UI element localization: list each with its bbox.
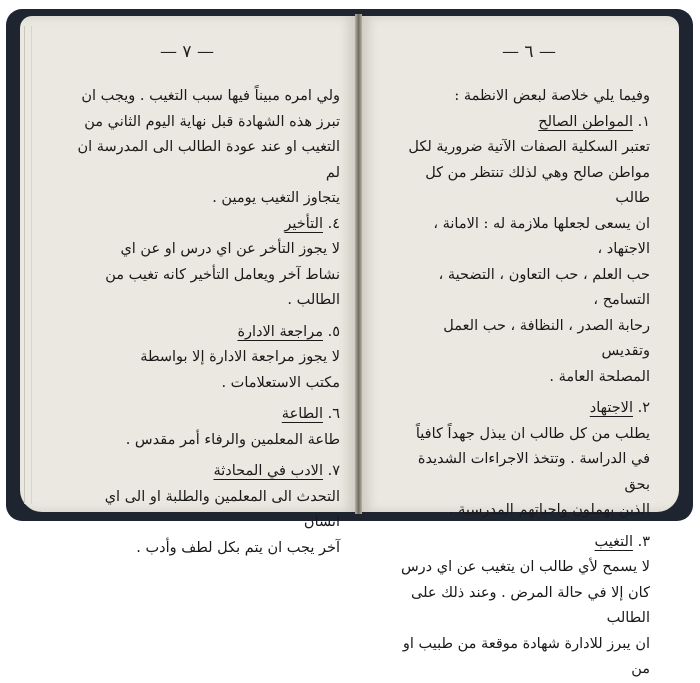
right-page-number: — ٦ — xyxy=(502,42,556,62)
intro-line: وفيما يلي خلاصة لبعض الانظمة : xyxy=(454,88,650,104)
section-heading xyxy=(392,396,650,422)
section-heading xyxy=(66,320,340,346)
text-line: لا يسمح لأي طالب ان يتغيب عن اي درس xyxy=(400,559,650,575)
text-line: حب العلم ، حب التعاون ، التضحية ، التسامح ، xyxy=(438,266,650,308)
section-number: ٧. xyxy=(327,463,340,479)
section-number: ٢. xyxy=(637,400,650,416)
text-line: لا يجوز مراجعة الادارة إلا بواسطة xyxy=(140,349,340,365)
text-line: مكتب الاستعلامات . xyxy=(221,374,340,391)
text-line: تعتبر السكلية الصفات الآتية ضرورية لكل xyxy=(408,139,650,155)
left-page-number: — ٧ — xyxy=(160,42,214,62)
section-title: المواطن الصالح xyxy=(538,113,633,130)
text-line: نشاط آخر ويعامل التأخير كانه تغيب من الطالب . xyxy=(105,266,340,308)
text-line: طاعة المعلمين والرفاء أمر مقدس . xyxy=(125,431,340,448)
text-line: المصلحة العامة . xyxy=(549,368,650,385)
text-line: الذين يهملون واجباتهم المدرسية . xyxy=(448,502,650,518)
section-heading xyxy=(392,110,650,136)
text-line: كان إلا في حالة المرض . وعند ذلك على الطالب xyxy=(411,584,650,626)
text-line: لا يجوز التأخر عن اي درس او عن اي xyxy=(120,241,340,257)
book-gutter xyxy=(355,14,362,514)
text-line: رحابة الصدر ، النظافة ، حب العمل وتقديس xyxy=(443,317,650,359)
text-line: آخر يجب ان يتم بكل لطف وأدب . xyxy=(136,539,340,556)
page-stack-edge xyxy=(24,26,32,504)
section-title: الاجتهاد xyxy=(589,400,633,416)
text-line: في الدراسة . وتتخذ الاجراءات الشديدة بحق xyxy=(417,451,650,493)
section-heading xyxy=(66,459,340,485)
text-line: التحدث الى المعلمين والطلبة او الى اي انسان xyxy=(104,488,340,530)
text-line: التغيب او عند عودة الطالب الى المدرسة ان لم xyxy=(77,139,340,181)
section-number: ١. xyxy=(637,113,650,130)
text-line: مواطن صالح وهي لذلك تنتظر من كل طالب xyxy=(425,164,650,206)
section-title: الادب في المحادثة xyxy=(213,463,323,479)
section-number: ٤. xyxy=(327,215,340,232)
section-heading xyxy=(66,402,340,428)
section-title: التأخير xyxy=(284,215,323,232)
text-line: يطلب من كل طالب ان يبذل جهداً كافياً xyxy=(415,425,650,442)
section-heading xyxy=(66,212,340,238)
section-number: ٣. xyxy=(637,533,650,550)
left-page-text xyxy=(66,84,340,561)
section-title: الطاعة xyxy=(281,406,323,422)
section-number: ٦. xyxy=(327,406,340,422)
text-line: ان يسعى لجعلها ملازمة له : الامانة ، الاجتهاد ، xyxy=(433,215,650,257)
section-title: مراجعة الادارة xyxy=(237,323,323,340)
section-heading xyxy=(392,530,650,556)
section-title: التغيب xyxy=(594,533,633,550)
right-page-text xyxy=(392,84,650,683)
text-line: ولي امره مبيناً فيها سبب التغيب . ويجب ان xyxy=(81,88,340,104)
text-line: يتجاوز التغيب يومين . xyxy=(212,190,340,206)
text-line: تبرز هذه الشهادة قبل نهاية اليوم الثاني من xyxy=(84,113,340,130)
text-line: ان يبرز للادارة شهادة موقعة من طبيب او من xyxy=(402,635,650,677)
section-number: ٥. xyxy=(327,323,340,340)
